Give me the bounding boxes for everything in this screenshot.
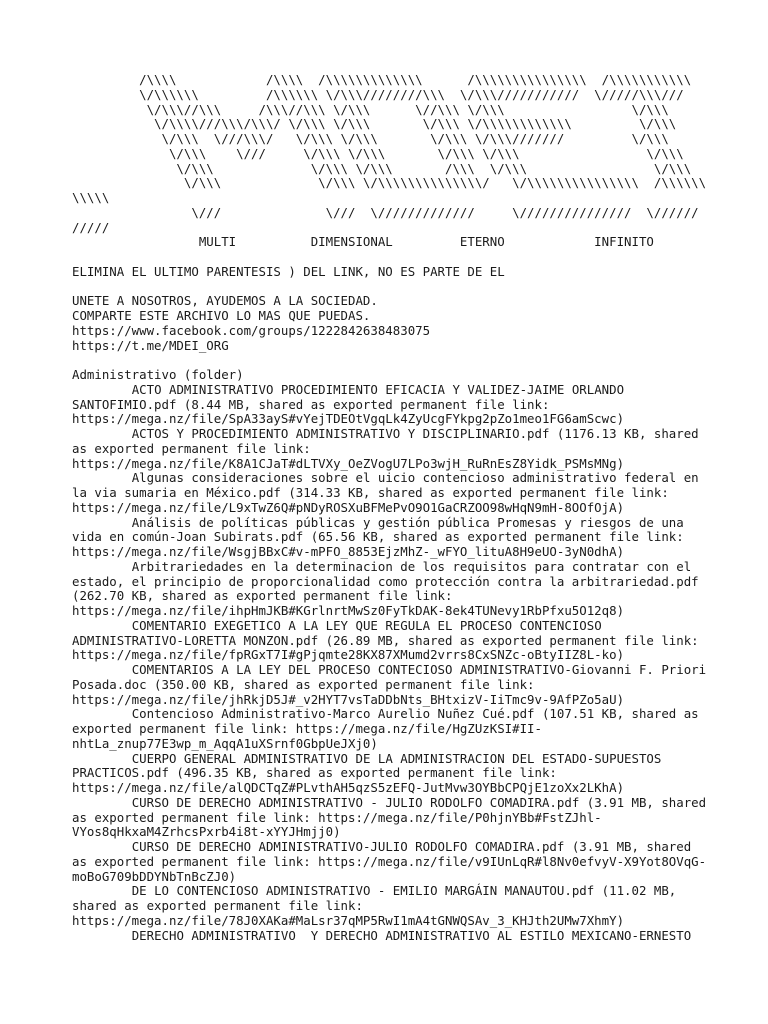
- file-entry[interactable]: ACTO ADMINISTRATIVO PROCEDIMIENTO EFICACIA Y VALIDEZ-JAIME ORLANDO SANTOFIMIO.pdf (8.44 MB, shared as exported permanent file link: https://mega.nz/file/SpA33ayS#vYejTDEOtVgqLk4ZyUcgFYkpg2pZo1meo1FG6amScwc): [72, 381, 632, 427]
- file-entry[interactable]: CURSO DE DERECHO ADMINISTRATIVO - JULIO RODOLFO COMADIRA.pdf (3.91 MB, shared as exported permanent file link: https://mega.nz/file/P0hjnYBb#FstZJhl-VYos8qHkxaM4ZrhcsPxrb4i8t-xYYJHmjj0): [72, 794, 714, 840]
- file-entry[interactable]: Contencioso Administrativo-Marco Aurelio Nuñez Cué.pdf (107.51 KB, shared as exported permanent file link: https://mega.nz/file/HgZUzKSI#II-nhtLa_znup77E3wp_m_AqqA1uXSrnf0GbpUeJXj0): [72, 706, 707, 751]
- folder-title: Administrativo (folder): [72, 367, 244, 382]
- file-entry[interactable]: Algunas consideraciones sobre el uicio contencioso administrativo federal en la via sumaria en México.pdf (314.33 KB, shared as exported permanent file link: https://mega.nz/file/L9xTwZ6Q#pNDyROSXuBFMePvO9O1GaCRZOO98wHqN9mH-8OOfOjA): [72, 470, 707, 515]
- banner-subtitle: MULTI DIMENSIONAL ETERNO INFINITO: [72, 234, 654, 250]
- banner-line: \/\\\ \///\\\/ \/\\\ \/\\\ \/\\\ \/\\\/////// \/\\\: [72, 131, 669, 146]
- file-entry[interactable]: DERECHO ADMINISTRATIVO Y DERECHO ADMINISTRATIVO AL ESTILO MEXICANO-ERNESTO: [72, 927, 692, 943]
- file-entry[interactable]: DE LO CONTENCIOSO ADMINISTRATIVO - EMILIO MARGÁIN MANAUTOU.pdf (11.02 MB, shared as exported permanent file link: https://mega.nz/file/78J0XAKa#MaLsr37qMP5RwI1mA4tGNWQSAv_3_KHJth2UMw7XhmY): [72, 883, 684, 928]
- banner-line: /\\\\ /\\\\ /\\\\\\\\\\\\\ /\\\\\\\\\\\\\\\ /\\\\\\\\\\\: [72, 72, 692, 87]
- file-entry[interactable]: Arbitrariedades en la determinacion de los requisitos para contratar con el estado, el principio de proporcionalidad como protección contra la arbitrariedad.pdf (262.70 KB, shared as exported permanent file link: https://mega.nz/file/ihpHmJKB#KGrlnrtMwSz0FyTkDAK-8ek4TUNevy1RbPfxu5O12q8): [72, 558, 707, 618]
- banner-line: \/\\\ \/// \/\\\ \/\\\ \/\\\ \/\\\ \/\\\: [72, 145, 684, 161]
- banner-line: \/\\\\\\ /\\\\\\ \/\\\////////\\\ \/\\\/////////// \/////\\\///: [72, 86, 684, 102]
- file-entry[interactable]: ACTOS Y PROCEDIMIENTO ADMINISTRATIVO Y DISCIPLINARIO.pdf (1176.13 KB, shared as exported permanent file link: https://mega.nz/file/K8A1CJaT#dLTVXy_OeZVogU7LPo3wjH_RuRnEsZ8Yidk_PSMsMNg): [72, 426, 707, 471]
- file-entry[interactable]: CURSO DE DERECHO ADMINISTRATIVO-JULIO RODOLFO COMADIRA.pdf (3.91 MB, shared as exported permanent file link: https://mega.nz/file/v9IUnLqR#l8Nv0efvyV-X9Yot8OVqG-moBoG709bDDYNbTnBcZJ0): [72, 839, 707, 884]
- facebook-link[interactable]: https://www.facebook.com/groups/1222842638483075: [72, 322, 431, 338]
- document-page: [72, 73, 712, 943]
- banner-line: \\\\\: [72, 190, 110, 205]
- file-entry[interactable]: COMENTARIO EXEGETICO A LA LEY QUE REGULA EL PROCESO CONTENCIOSO ADMINISTRATIVO-LORETTA MONZON.pdf (26.89 MB, shared as exported permanent file link: https://mega.nz/file/fpRGxT7I#gPjqmte28KX87XMumd2vrrs8CxSNZc-oBtyIIZ8L-ko): [72, 617, 707, 663]
- join-line-2: COMPARTE ESTE ARCHIVO LO MAS QUE PUEDAS.: [72, 308, 371, 323]
- join-line-1: UNETE A NOSOTROS, AYUDEMOS A LA SOCIEDAD.: [72, 293, 378, 309]
- banner-line: \/// \/// \///////////// \/////////////// \//////: [72, 204, 699, 220]
- file-entry[interactable]: COMENTARIOS A LA LEY DEL PROCESO CONTECIOSO ADMINISTRATIVO-Giovanni F. Priori Posada.doc (350.00 KB, shared as exported permanent file link: https://mega.nz/file/jhRkjD5J#_v2HYT7vsTaDDbNts_BHtxizV-IiTmc9v-9AfPZo5aU): [72, 662, 714, 707]
- banner-line: /////: [72, 219, 110, 235]
- banner-line: \/\\\ \/\\\ \/\\\\\\\\\\\\\\/ \/\\\\\\\\\\\\\\\ /\\\\\\: [72, 175, 707, 191]
- file-entry[interactable]: Análisis de políticas públicas y gestión pública Promesas y riesgos de una vida en común-Joan Subirats.pdf (65.56 KB, shared as exported permanent file link: https://mega.nz/file/WsgjBBxC#v-mPFO_8853EjzMhZ-_wFYO_lituA8H9eUO-3yN0dhA): [72, 514, 692, 559]
- join-section: [72, 294, 712, 353]
- banner-line: \/\\\//\\\ /\\\//\\\ \/\\\ \//\\\ \/\\\ \/\\\: [72, 101, 669, 117]
- notice-text: ELIMINA EL ULTIMO PARENTESIS ) DEL LINK, NO ES PARTE DE EL: [72, 263, 505, 279]
- folder-section: [72, 368, 712, 943]
- banner-line: \/\\\ \/\\\ \/\\\ /\\\ \/\\\ \/\\\: [72, 160, 692, 176]
- telegram-link[interactable]: https://t.me/MDEI_ORG: [72, 337, 229, 353]
- banner-line: \/\\\\///\\\/\\\/ \/\\\ \/\\\ \/\\\ \/\\\\\\\\\\\\ \/\\\: [72, 116, 677, 132]
- file-list: [72, 383, 712, 944]
- ascii-banner: [72, 73, 712, 250]
- file-entry[interactable]: CUERPO GENERAL ADMINISTRATIVO DE LA ADMINISTRACION DEL ESTADO-SUPUESTOS PRACTICOS.pdf (496.35 KB, shared as exported permanent file link: https://mega.nz/file/alQDCTqZ#PLvthAH5qzS5zEFQ-JutMvw3OYBbCPQjE1zoXx2LKhA): [72, 750, 669, 795]
